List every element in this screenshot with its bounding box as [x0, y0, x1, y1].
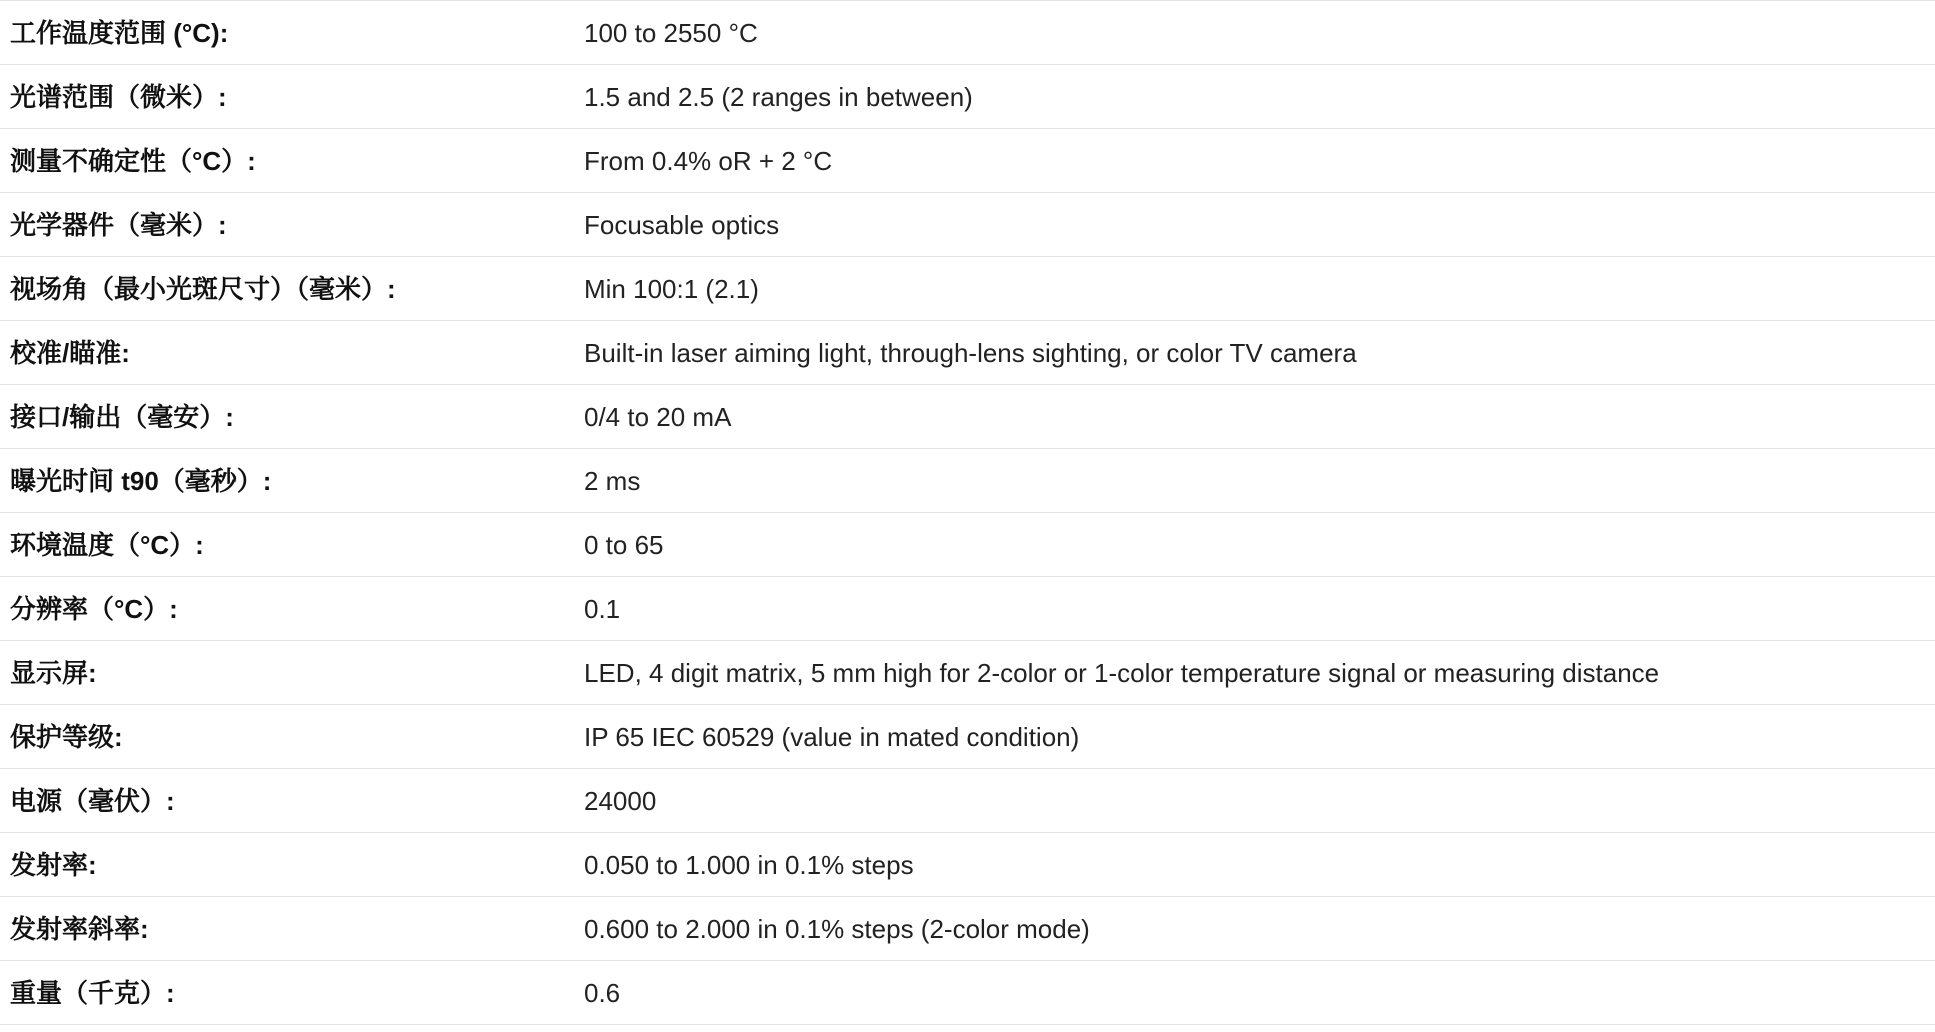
spec-value: 0.600 to 2.000 in 0.1% steps (2-color mode): [574, 897, 1935, 961]
spec-label: 光学器件（毫米）:: [0, 193, 574, 257]
spec-value: 2 ms: [574, 449, 1935, 513]
spec-label: 发射率:: [0, 833, 574, 897]
spec-row: [0, 769, 1935, 833]
spec-label: 环境温度（°C）:: [0, 513, 574, 577]
spec-row: [0, 449, 1935, 513]
spec-label: 保护等级:: [0, 705, 574, 769]
spec-label: 校准/瞄准:: [0, 321, 574, 385]
spec-row: [0, 257, 1935, 321]
spec-row: [0, 385, 1935, 449]
spec-value: 0.050 to 1.000 in 0.1% steps: [574, 833, 1935, 897]
spec-label: 光谱范围（微米）:: [0, 65, 574, 129]
spec-value: 1.5 and 2.5 (2 ranges in between): [574, 65, 1935, 129]
spec-value: Focusable optics: [574, 193, 1935, 257]
spec-label: 电源（毫伏）:: [0, 769, 574, 833]
spec-label: 显示屏:: [0, 641, 574, 705]
spec-row: [0, 1, 1935, 65]
spec-label: 曝光时间 t90（毫秒）:: [0, 449, 574, 513]
spec-value: IP 65 IEC 60529 (value in mated condition): [574, 705, 1935, 769]
spec-value: Min 100:1 (2.1): [574, 257, 1935, 321]
spec-row: [0, 577, 1935, 641]
spec-row: [0, 513, 1935, 577]
spec-row: [0, 705, 1935, 769]
spec-row: [0, 833, 1935, 897]
spec-label: 测量不确定性（°C）:: [0, 129, 574, 193]
spec-row: [0, 897, 1935, 961]
spec-value: 0.1: [574, 577, 1935, 641]
spec-value: 0 to 65: [574, 513, 1935, 577]
spec-row: [0, 961, 1935, 1025]
spec-row: [0, 65, 1935, 129]
spec-label: 接口/输出（毫安）:: [0, 385, 574, 449]
spec-value: 24000: [574, 769, 1935, 833]
spec-value: Built-in laser aiming light, through-lens sighting, or color TV camera: [574, 321, 1935, 385]
spec-label: 重量（千克）:: [0, 961, 574, 1025]
spec-label: 视场角（最小光斑尺寸）（毫米）:: [0, 257, 574, 321]
spec-row: [0, 641, 1935, 705]
spec-label: 发射率斜率:: [0, 897, 574, 961]
spec-label: 工作温度范围 (°C):: [0, 1, 574, 65]
spec-row: [0, 321, 1935, 385]
spec-value: 0/4 to 20 mA: [574, 385, 1935, 449]
spec-label: 分辨率（°C）:: [0, 577, 574, 641]
spec-value: 0.6: [574, 961, 1935, 1025]
spec-value: LED, 4 digit matrix, 5 mm high for 2-color or 1-color temperature signal or measuring distance: [574, 641, 1935, 705]
spec-row: [0, 193, 1935, 257]
spec-row: [0, 129, 1935, 193]
spec-value: 100 to 2550 °C: [574, 1, 1935, 65]
spec-value: From 0.4% oR + 2 °C: [574, 129, 1935, 193]
